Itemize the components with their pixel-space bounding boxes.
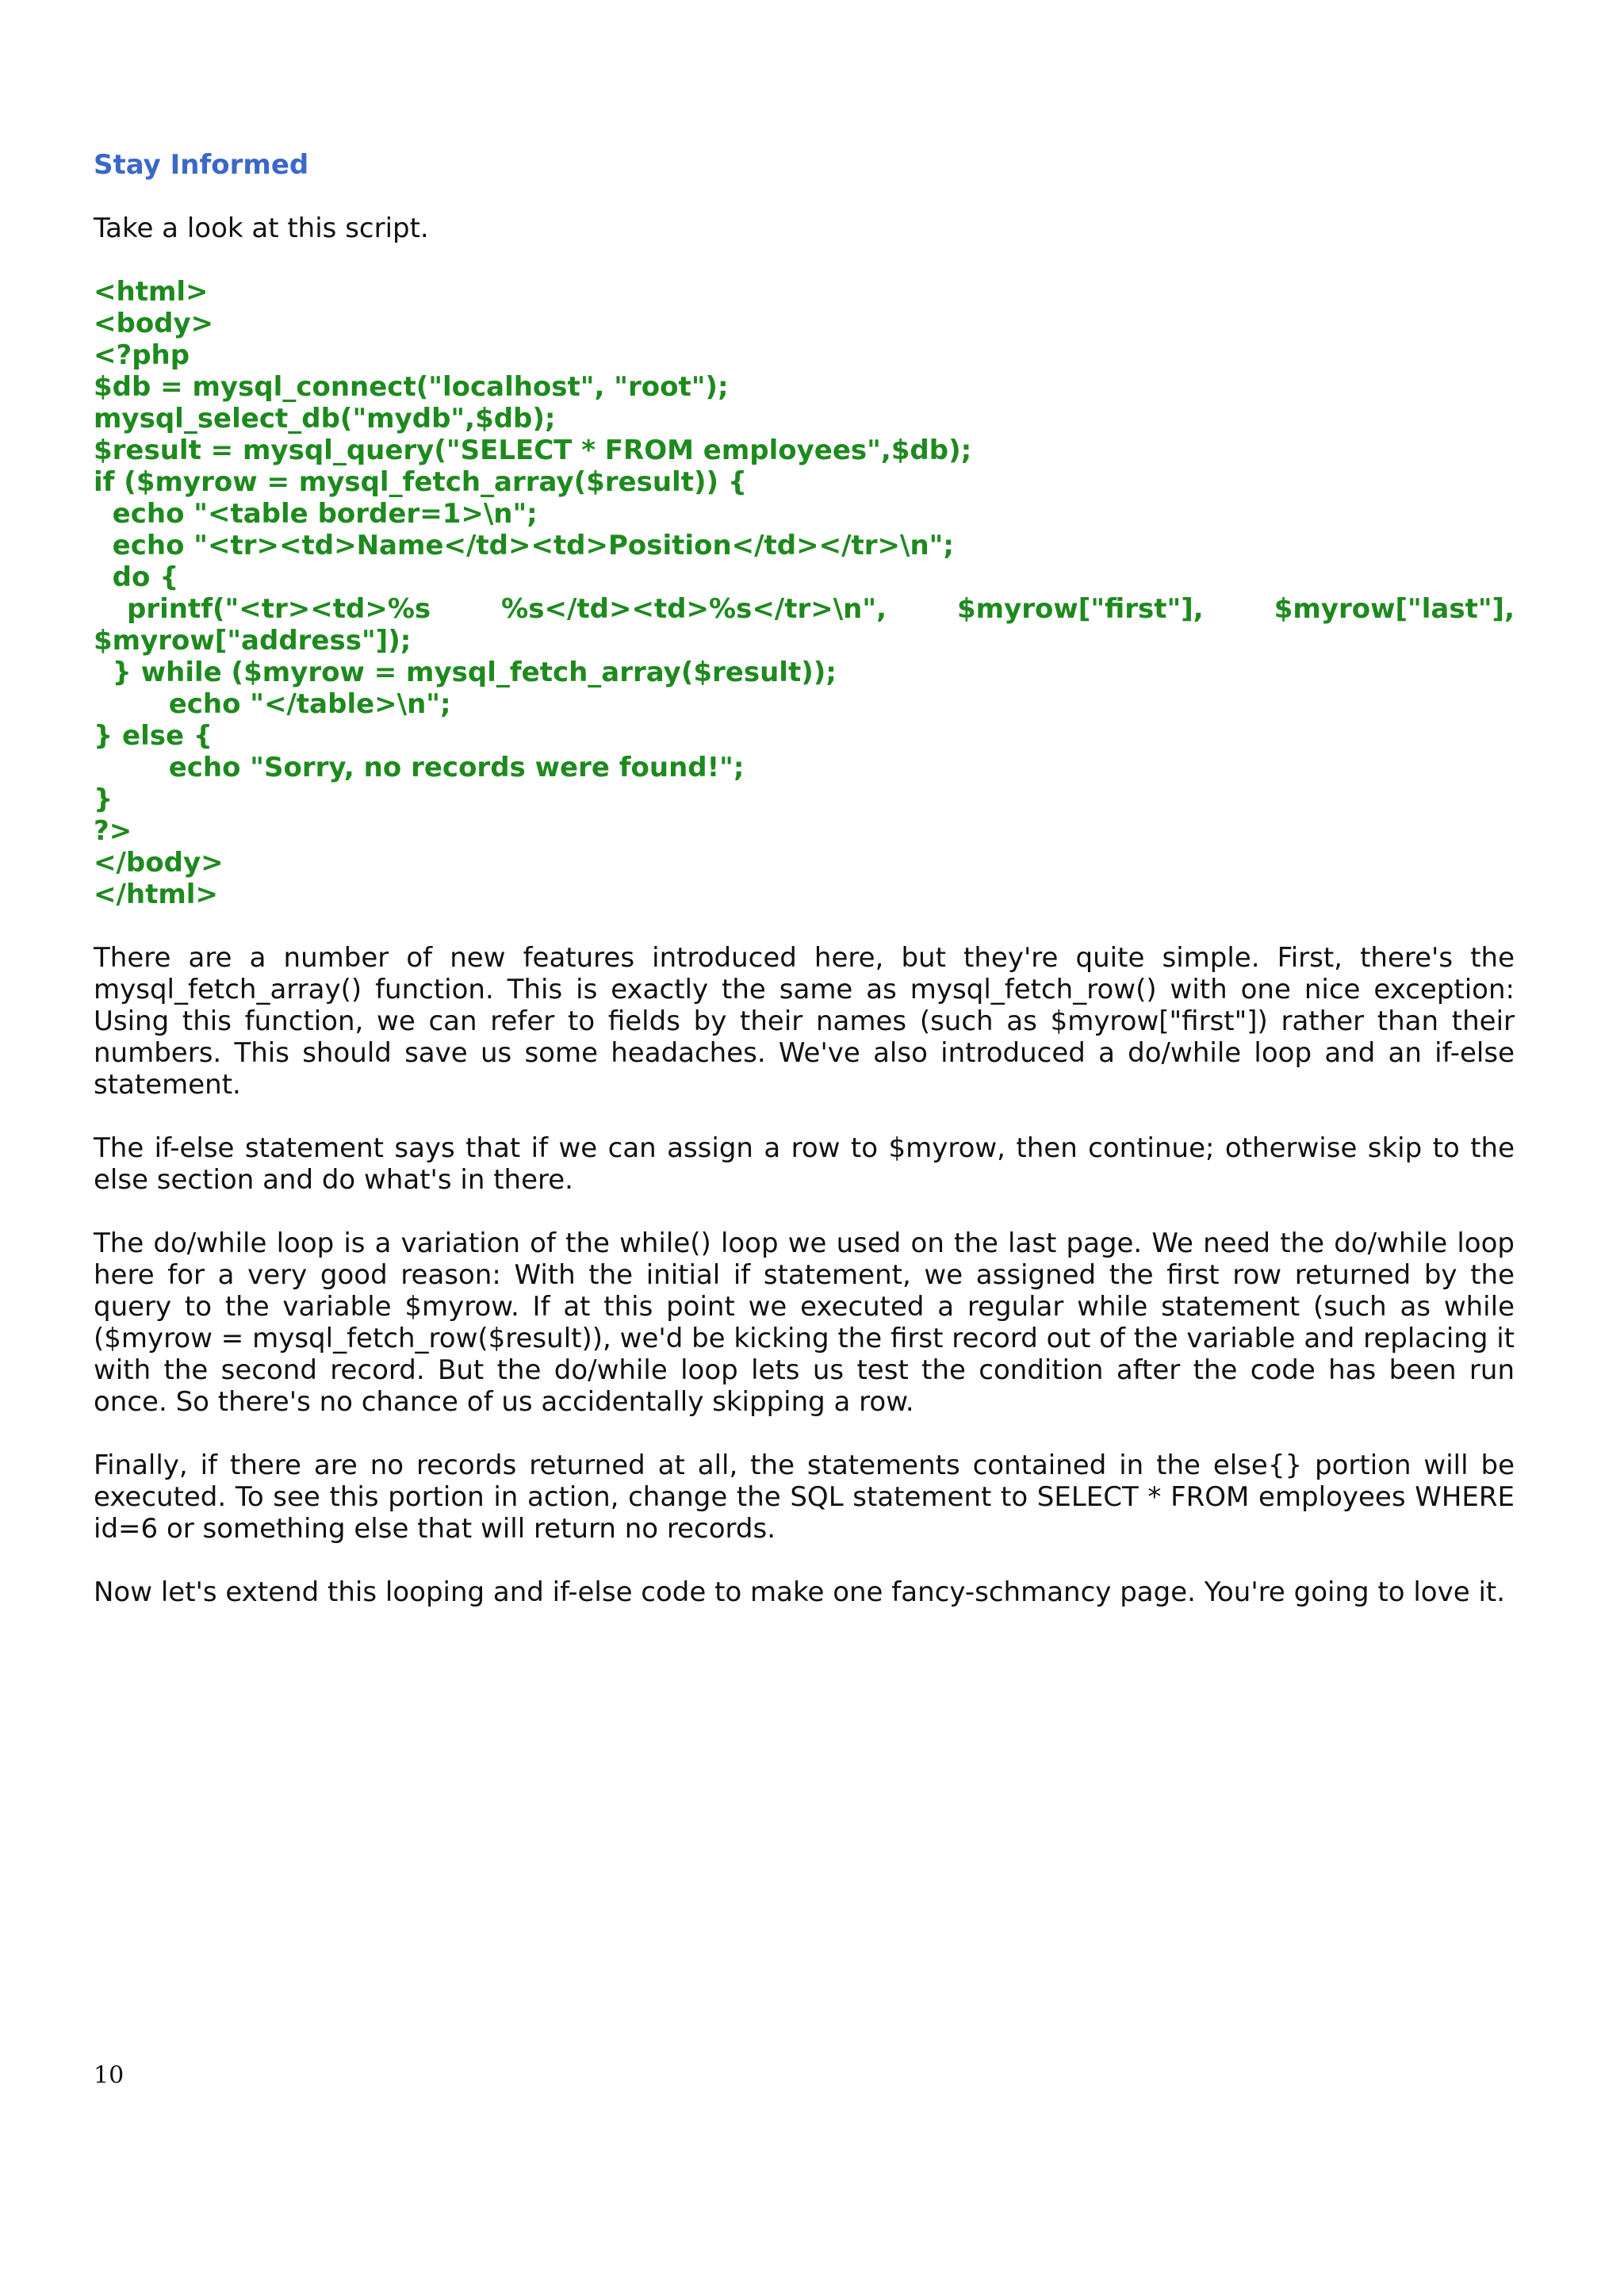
code-line: </body> [94,847,224,879]
code-line: if ($myrow = mysql_fetch_array($result)) { [94,466,748,498]
body-paragraph: Now let's extend this looping and if-else code to make one fancy-schmancy page. You're going to love it. [94,1576,1506,1608]
code-line: <body> [94,308,214,339]
code-line: </html> [94,879,218,910]
body-paragraph: The do/while loop is a variation of the while() loop we used on the last page. We need the do/while loop here for a very good reason: With the initial if statement, we assigned the first row returned by the query to the variable $myrow. If at this point we executed a regular while statement (such as while ($myrow = mysql_fetch_row($result)), we'd be kicking the first record out of the variable and replacing it with the second record. But the do/while loop lets us test the condition after the code has been run once. So there's no chance of us accidentally skipping a row. [94,1227,1515,1418]
code-line: printf("<tr><td>%s %s</td><td>%s</tr>\n", $myrow["first"], $myrow["last"], [127,593,1515,625]
code-line: } while ($myrow = mysql_fetch_array($result)); [94,657,837,688]
section-heading: Stay Informed [94,149,309,181]
code-listing [94,276,1515,910]
code-line: do { [94,561,179,593]
body-paragraph: Finally, if there are no records returned at all, the statements contained in the else{} portion will be executed. To see this portion in action, change the SQL statement to SELECT * FROM employees WHERE id=6 or something else that will return no records. [94,1450,1515,1545]
code-line: ?> [94,815,132,847]
code-line: $result = mysql_query("SELECT * FROM employees",$db); [94,435,972,466]
code-line: } else { [94,720,213,752]
code-line: echo "</table>\n"; [94,688,451,720]
page-number: 10 [94,2062,124,2089]
code-line: } [94,783,113,815]
document-page [94,149,1515,1640]
code-line: <?php [94,339,190,371]
code-line: echo "<table border=1>\n"; [94,498,538,530]
code-line: echo "Sorry, no records were found!"; [94,752,745,783]
intro-text: Take a look at this script. [94,213,429,244]
body-paragraph: There are a number of new features introduced here, but they're quite simple. First, there's the mysql_fetch_array() function. This is exactly the same as mysql_fetch_row() with one nice exception: Using this function, we can refer to fields by their names (such as $myrow["first"]) rather than their numbers. This should save us some headaches. We've also introduced a do/while loop and an if-else statement. [94,942,1515,1101]
code-line: $db = mysql_connect("localhost", "root"); [94,371,729,403]
body-paragraph: The if-else statement says that if we can assign a row to $myrow, then continue; otherwise skip to the else section and do what's in there. [94,1132,1515,1196]
code-line: <html> [94,276,209,308]
code-line: $myrow["address"]); [94,625,412,657]
code-line: mysql_select_db("mydb",$db); [94,403,556,435]
code-line: echo "<tr><td>Name</td><td>Position</td></tr>\n"; [94,530,954,561]
